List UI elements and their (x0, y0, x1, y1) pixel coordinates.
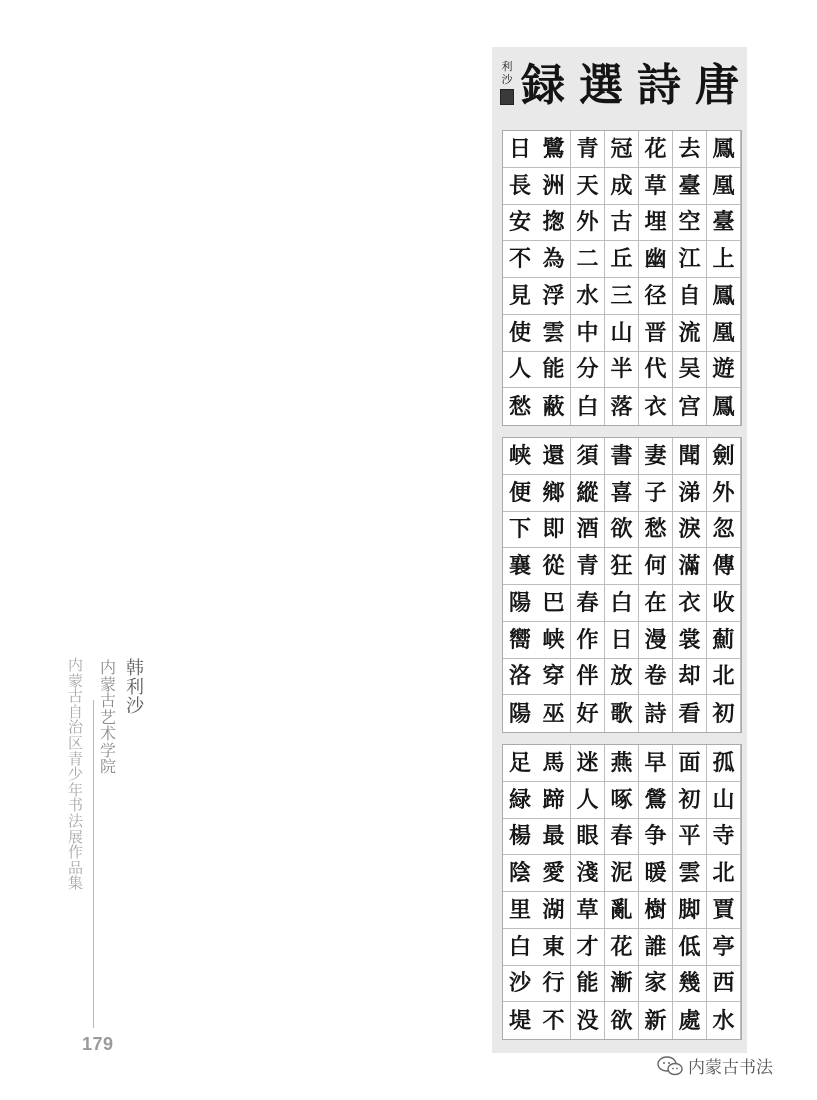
poem-char: 不 (503, 241, 537, 278)
poem-char: 東 (537, 929, 571, 966)
caption-char: 蒙 (68, 671, 84, 690)
poem-char: 衣 (639, 388, 673, 425)
artist-signature (500, 60, 514, 105)
poem-char: 北 (707, 855, 741, 892)
caption-char: 年 (68, 780, 84, 799)
caption-char: 内 (68, 656, 84, 674)
poem-char: 巴 (537, 585, 571, 622)
poem-char: 涕 (673, 475, 707, 512)
poem-char: 吴 (673, 352, 707, 389)
poem-char: 白 (605, 585, 639, 622)
poem-char: 山 (605, 315, 639, 352)
poem-char: 愁 (639, 512, 673, 549)
poem-char: 酒 (571, 512, 605, 549)
caption-char: 自 (68, 702, 84, 721)
poem-char: 愛 (537, 855, 571, 892)
poem-char: 才 (571, 929, 605, 966)
poem-char: 須 (571, 438, 605, 475)
poem-char: 聞 (673, 438, 707, 475)
poem-char: 宫 (673, 388, 707, 425)
caption-char: 青 (68, 749, 84, 768)
poem-char: 伴 (571, 659, 605, 696)
poem-char: 詩 (639, 695, 673, 732)
poem-char: 成 (605, 168, 639, 205)
poem-char: 初 (673, 782, 707, 819)
poem-char: 春 (571, 585, 605, 622)
poem-char: 還 (537, 438, 571, 475)
glyph: 詩 (637, 60, 681, 111)
poem-char: 漫 (639, 622, 673, 659)
caption-char: 学 (100, 740, 117, 760)
author-school (100, 660, 116, 776)
poem-char: 長 (503, 168, 537, 205)
poem-block-1 (502, 130, 742, 426)
poem-char: 早 (639, 745, 673, 782)
poem-char: 薊 (707, 622, 741, 659)
wechat-icon (656, 1055, 684, 1077)
poem-char: 襄 (503, 548, 537, 585)
poem-char: 寺 (707, 819, 741, 856)
caption-char: 治 (68, 718, 84, 737)
poem-char: 欲 (605, 1002, 639, 1039)
poem-char: 能 (571, 966, 605, 1003)
watermark (656, 1053, 773, 1078)
poem-char: 迷 (571, 745, 605, 782)
poem-block-2 (502, 437, 742, 733)
poem-char: 淚 (673, 512, 707, 549)
signature-text (502, 60, 513, 86)
poem-char: 晋 (639, 315, 673, 352)
poem-char: 半 (605, 352, 639, 389)
poem-char: 喜 (605, 475, 639, 512)
poem-char: 空 (673, 205, 707, 242)
poem-char: 却 (673, 659, 707, 696)
caption-char: 品 (68, 858, 84, 877)
poem-char: 争 (639, 819, 673, 856)
poem-char: 初 (707, 695, 741, 732)
poem-char: 最 (537, 819, 571, 856)
poem-char: 代 (639, 352, 673, 389)
poem-char: 穿 (537, 659, 571, 696)
poem-char: 狂 (605, 548, 639, 585)
poem-char: 埋 (639, 205, 673, 242)
poem-char: 自 (673, 278, 707, 315)
poem-char: 即 (537, 512, 571, 549)
poem-char: 面 (673, 745, 707, 782)
poem-block-3 (502, 744, 742, 1040)
caption-char: 作 (68, 843, 84, 862)
glyph: 唐 (695, 60, 739, 111)
poem-char: 三 (605, 278, 639, 315)
poem-char: 揔 (537, 205, 571, 242)
poem-char: 雲 (673, 855, 707, 892)
poem-char: 春 (605, 819, 639, 856)
poem-char: 漸 (605, 966, 639, 1003)
poem-char: 眼 (571, 819, 605, 856)
poem-char: 見 (503, 278, 537, 315)
poem-char: 泥 (605, 855, 639, 892)
poem-char: 青 (571, 131, 605, 168)
poem-char: 洲 (537, 168, 571, 205)
poem-char: 縱 (571, 475, 605, 512)
poem-char: 沙 (503, 966, 537, 1003)
poem-char: 天 (571, 168, 605, 205)
poem-char: 忽 (707, 512, 741, 549)
poem-char: 陽 (503, 585, 537, 622)
caption-char: 内 (100, 658, 117, 677)
poem-char: 嚮 (503, 622, 537, 659)
poem-char: 陽 (508, 700, 531, 727)
poem-char: 處 (673, 1002, 707, 1039)
poem-char: 鄉 (537, 475, 571, 512)
caption-char: 古 (100, 691, 117, 710)
poem-char: 流 (673, 315, 707, 352)
poem-char: 人 (503, 352, 537, 389)
poem-char: 外 (707, 475, 741, 512)
poem-char: 冠 (605, 131, 639, 168)
book-title (68, 658, 83, 892)
poem-char: 作 (571, 622, 605, 659)
poem-char: 啄 (605, 782, 639, 819)
poem-char: 鳳 (707, 278, 741, 315)
poem-char: 平 (673, 819, 707, 856)
poem-char: 鶯 (639, 782, 673, 819)
artwork-title (521, 60, 739, 112)
caption-char: 利 (126, 677, 144, 698)
poem-char: 收 (707, 585, 741, 622)
poem-char: 滿 (673, 548, 707, 585)
poem-char: 落 (605, 388, 639, 425)
poem-char: 鳳 (707, 131, 741, 168)
caption-char: 沙 (126, 696, 144, 717)
poem-char: 蔽 (537, 388, 571, 425)
poem-char: 花 (605, 929, 639, 966)
poem-char: 二 (571, 241, 605, 278)
caption-char: 韩 (126, 658, 144, 679)
poem-char: 日 (503, 131, 537, 168)
poem-char: 花 (639, 131, 673, 168)
poem-char: 緑 (503, 782, 537, 819)
poem-char: 歌 (605, 695, 639, 732)
poem-char: 衣 (673, 585, 707, 622)
poem-char: 好 (571, 695, 605, 732)
poem-char: 使 (503, 315, 537, 352)
poem-char: 在 (639, 585, 673, 622)
poem-char: 劍 (707, 438, 741, 475)
poem-char: 下 (503, 512, 537, 549)
poem-char: 上 (707, 241, 741, 278)
author-name (126, 660, 144, 717)
poem-char: 妻 (639, 438, 673, 475)
poem-char: 草 (571, 892, 605, 929)
page-number: 179 (82, 1034, 114, 1054)
poem-char: 雲 (537, 315, 571, 352)
poem-char: 幽 (639, 241, 673, 278)
glyph: 録 (521, 60, 565, 111)
poem-char: 西 (707, 966, 741, 1003)
poem-char: 孤 (707, 745, 741, 782)
poem-char: 暖 (639, 855, 673, 892)
caption-char: 术 (100, 724, 117, 743)
glyph: 利 (501, 60, 513, 73)
poem-char: 亭 (707, 929, 741, 966)
poem-char: 去 (673, 131, 707, 168)
poem-char: 能 (537, 352, 571, 389)
poem-char: 亂 (605, 892, 639, 929)
poem-char: 淺 (571, 855, 605, 892)
poem-char: 賈 (707, 892, 741, 929)
caption-char: 展 (68, 827, 84, 846)
poem-char: 看 (673, 695, 707, 732)
poem-char: 脚 (673, 892, 707, 929)
poem-char: 堤 (508, 1007, 531, 1034)
poem-char: 水 (707, 1002, 741, 1039)
caption-char: 院 (100, 757, 117, 776)
caption-char: 法 (68, 811, 84, 830)
poem-char: 丘 (605, 241, 639, 278)
glyph: 沙 (501, 73, 513, 86)
poem-char: 卷 (639, 659, 673, 696)
divider-line (93, 700, 94, 1028)
poem-char: 書 (605, 438, 639, 475)
poem-char: 何 (639, 548, 673, 585)
poem-char: 為 (537, 241, 571, 278)
poem-char: 裳 (673, 622, 707, 659)
poem-char: 遊 (707, 352, 741, 389)
poem-char: 巫 (537, 695, 571, 732)
poem-char: 馬 (537, 745, 571, 782)
poem-char: 足 (503, 745, 537, 782)
poem-char: 便 (503, 475, 537, 512)
poem-char: 山 (707, 782, 741, 819)
poem-char: 分 (571, 352, 605, 389)
caption-char: 区 (68, 733, 84, 752)
poem-char: 從 (537, 548, 571, 585)
poem-char: 外 (571, 205, 605, 242)
poem-char: 洛 (503, 659, 537, 696)
poem-char: 鷺 (537, 131, 571, 168)
poem-char: 古 (605, 205, 639, 242)
poem-char: 安 (503, 205, 537, 242)
poem-char: 鳳 (707, 388, 741, 425)
poem-char: 傳 (707, 548, 741, 585)
poem-char: 北 (707, 659, 741, 696)
poem-char: 里 (503, 892, 537, 929)
poem-char: 樹 (639, 892, 673, 929)
poem-char: 楊 (503, 819, 537, 856)
caption-char: 少 (68, 765, 84, 784)
poem-char: 臺 (707, 205, 741, 242)
poem-char: 放 (605, 659, 639, 696)
poem-char: 燕 (605, 745, 639, 782)
poem-char: 中 (571, 315, 605, 352)
poem-char: 新 (639, 1002, 673, 1039)
poem-char: 日 (605, 622, 639, 659)
poem-char: 子 (639, 475, 673, 512)
glyph: 選 (579, 60, 623, 111)
poem-char: 誰 (639, 929, 673, 966)
poem-char: 江 (673, 241, 707, 278)
seal-stamp (500, 89, 514, 105)
poem-char: 臺 (673, 168, 707, 205)
caption-char: 书 (68, 796, 84, 815)
poem-char: 水 (571, 278, 605, 315)
poem-char: 不 (537, 1002, 571, 1039)
poem-char: 湖 (537, 892, 571, 929)
poem-char: 白 (503, 929, 537, 966)
poem-char: 幾 (673, 966, 707, 1003)
poem-char: 凰 (707, 315, 741, 352)
poem-char: 低 (673, 929, 707, 966)
poem-char: 径 (639, 278, 673, 315)
caption-char: 艺 (100, 707, 117, 727)
poem-char: 浮 (537, 278, 571, 315)
poem-char: 峡 (537, 622, 571, 659)
poem-char: 没 (571, 1002, 605, 1039)
caption-char: 古 (68, 687, 84, 706)
poem-char: 欲 (605, 512, 639, 549)
poem-char: 白 (571, 388, 605, 425)
poem-char: 行 (537, 966, 571, 1003)
poem-char: 愁 (508, 393, 531, 420)
poem-char: 青 (571, 548, 605, 585)
watermark-text: 内蒙古书法 (688, 1058, 773, 1078)
poem-char: 人 (571, 782, 605, 819)
poem-char: 陰 (503, 855, 537, 892)
poem-char: 蹄 (537, 782, 571, 819)
poem-char: 峡 (503, 438, 537, 475)
caption-char: 蒙 (100, 674, 117, 694)
poem-char: 家 (639, 966, 673, 1003)
poem-char: 草 (639, 168, 673, 205)
poem-char: 凰 (707, 168, 741, 205)
caption-char: 集 (68, 874, 84, 893)
